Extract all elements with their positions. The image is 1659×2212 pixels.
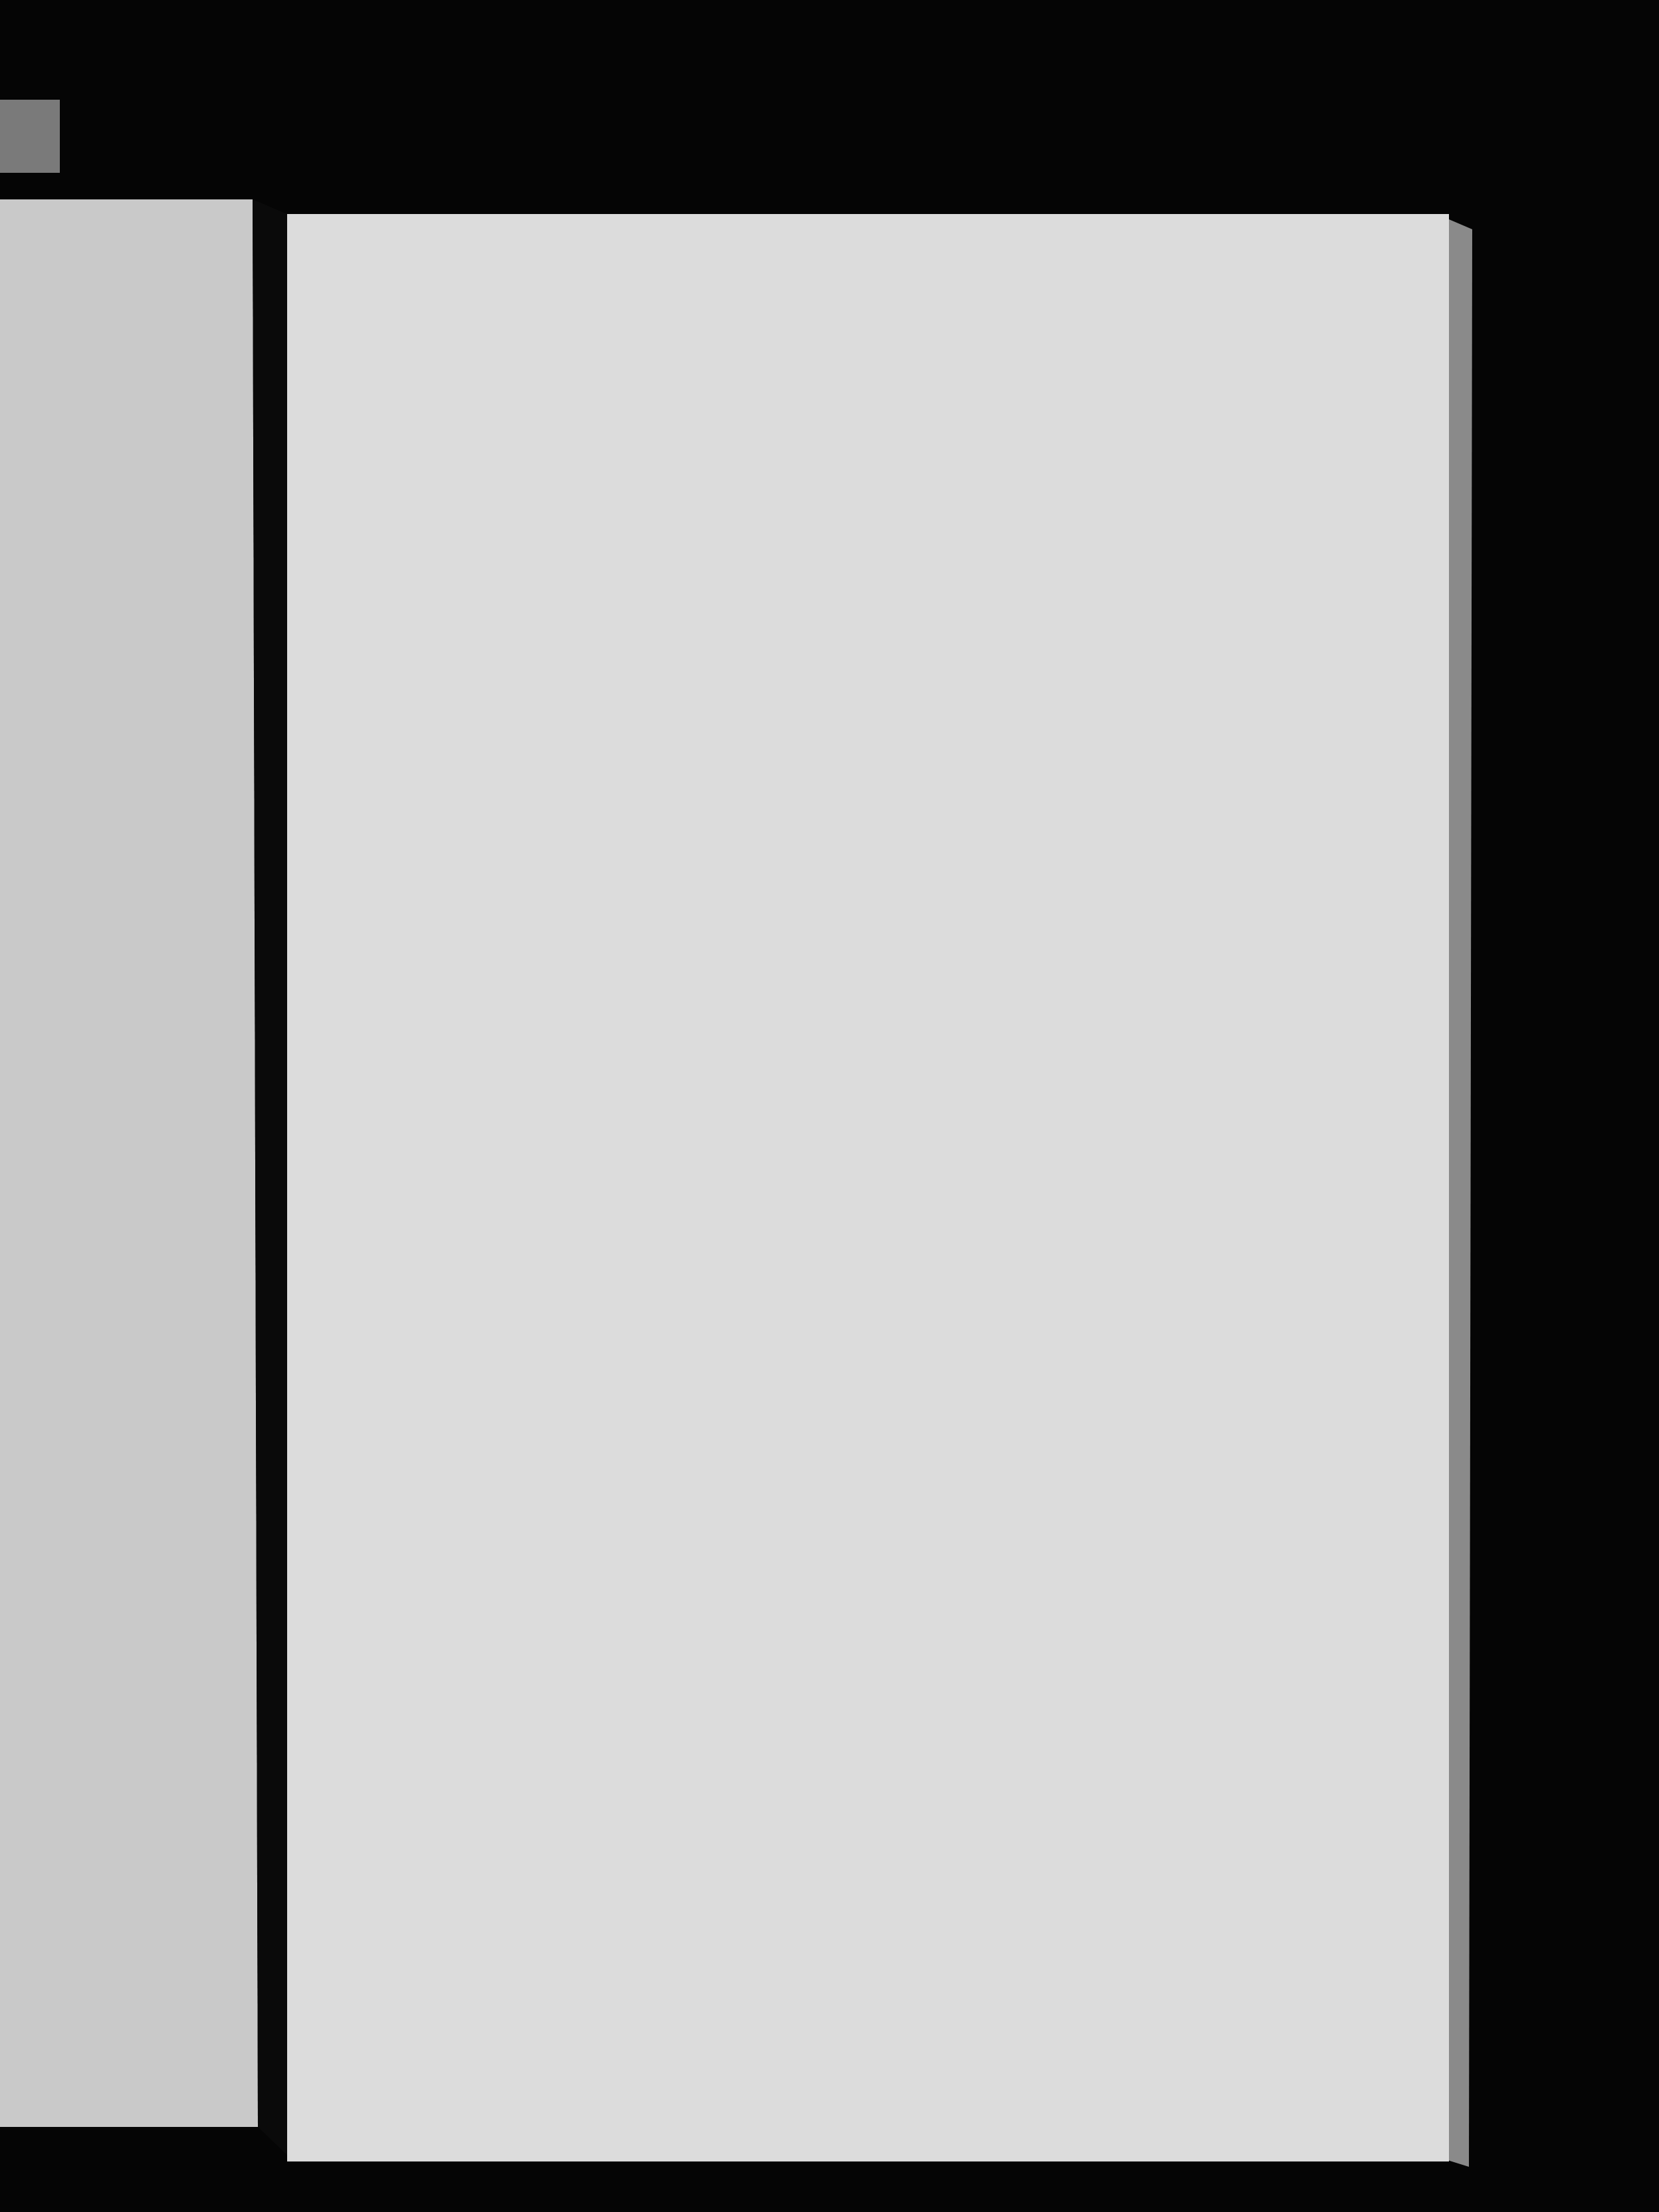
right-page bbox=[287, 214, 1449, 2161]
left-page-fragment bbox=[0, 199, 239, 2127]
running-head bbox=[287, 405, 1449, 439]
